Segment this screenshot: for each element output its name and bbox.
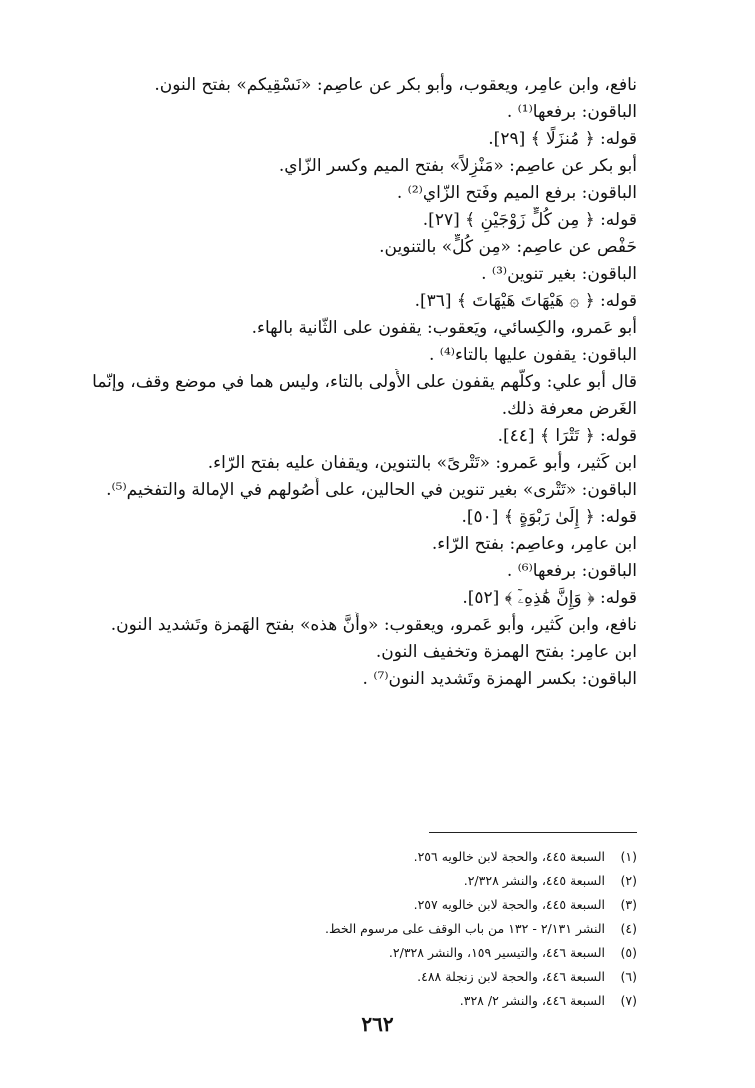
footnote-text: السبعة ٤٤٥، والحجة لابن خالويه ٢٥٦. <box>413 849 605 864</box>
text-line: نافع، وابن كَثير، وأبو عَمرو، ويعقوب: «وأَنَّ هذه» بفتح الهَمزة وتَشديد النون. <box>110 615 637 635</box>
text-line: قوله: ﴿ ۞ هَيْهَاتَ هَيْهَاتَ ﴾ [٣٦]. <box>414 291 637 311</box>
footnote-number: (٣) <box>620 897 637 912</box>
footnote-item <box>77 941 637 965</box>
text-line: قوله: ﴿ مِن كُلٍّ زَوْجَيْنِ ﴾ [٢٧]. <box>422 210 637 230</box>
text-line: قوله: ﴿ وَإِنَّ هَٰذِهِۦٓ ﴾ [٥٢]. <box>462 588 637 608</box>
footnote-text: السبعة ٤٤٥، والحجة لابن خالويه ٢٥٧. <box>413 897 605 912</box>
text-line: نافع، وابن عامِر، ويعقوب، وأبو بكر عن عاصِم: «نَسْقِيكم» بفتح النون. <box>154 75 637 95</box>
footnotes-list <box>77 845 637 1013</box>
footnote-item <box>77 989 637 1013</box>
main-text-block <box>41 72 637 693</box>
text-line: الباقون: بكسر الهمزة وتَشديد النون⁽⁷⁾ . <box>362 669 637 689</box>
footnote-number: (٧) <box>620 993 637 1008</box>
footnote-item <box>77 917 637 941</box>
text-line: الباقون: يقفون عليها بالتاء⁽⁴⁾ . <box>428 345 637 365</box>
footnote-text: السبعة ٤٤٦، والنشر ٢/ ٣٢٨. <box>459 993 605 1008</box>
text-line: قال أبو علي: وكلُّهم يقفون على الأُولى بالتاء، وليس هما في موضع وقف، وإنّما الغَرض معرفة ذلك. <box>92 372 637 419</box>
footnote-number: (١) <box>620 849 637 864</box>
page-number: ٢٦٢ <box>361 1012 394 1036</box>
footnote-item <box>77 845 637 869</box>
text-line: أبو عَمرو، والكِسائي، ويَعقوب: يقفون على الثّانية بالهاء. <box>251 318 637 338</box>
footnote-item <box>77 965 637 989</box>
text-line: قوله: ﴿ تَتْرَا ﴾ [٤٤]. <box>497 426 637 446</box>
text-line: ابن عامِر، وعاصِم: بفتح الرّاء. <box>431 534 637 554</box>
footnote-divider <box>429 832 637 833</box>
text-line: الباقون: «تَتْرى» بغير تنوين في الحالين، على أُصُولهم في الإمالة والتفخيم⁽⁵⁾. <box>106 480 637 500</box>
footnote-number: (٢) <box>620 873 637 888</box>
footnote-text: النشر ٢/١٣١ - ١٣٢ من باب الوقف على مرسوم الخط. <box>324 921 605 936</box>
text-line: الباقون: بغير تنوين⁽³⁾ . <box>481 264 637 284</box>
text-line: ابن عامِر: بفتح الهمزة وتخفيف النون. <box>375 642 637 662</box>
footnote-text: السبعة ٤٤٦، والتيسير ١٥٩، والنشر ٢/٣٢٨. <box>388 945 605 960</box>
footnote-number: (٦) <box>620 969 637 984</box>
text-line: الباقون: برفعها⁽¹⁾ . <box>506 102 637 122</box>
text-line: ابن كَثير، وأبو عَمرو: «تَتْرىً» بالتنوين، ويقفان عليه بفتح الرّاء. <box>207 453 637 473</box>
footnote-item <box>77 869 637 893</box>
footnote-text: السبعة ٤٤٥، والنشر ٢/٣٢٨. <box>463 873 605 888</box>
footnote-number: (٥) <box>620 945 637 960</box>
text-line: الباقون: برفعها⁽⁶⁾ . <box>506 561 637 581</box>
text-line: أبو بكر عن عاصِم: «مَنْزِلاً» بفتح الميم وكسر الزّاي. <box>278 156 637 176</box>
text-line: حَفْص عن عاصِم: «مِن كُلٍّ» بالتنوين. <box>379 237 637 257</box>
footnote-text: السبعة ٤٤٦، والحجة لابن زنجلة ٤٨٨. <box>417 969 605 984</box>
footnote-item <box>77 893 637 917</box>
footnote-number: (٤) <box>620 921 637 936</box>
text-line: قوله: ﴿ مُنزَلًا ﴾ [٢٩]. <box>488 129 637 149</box>
text-line: قوله: ﴿ إِلَىٰ رَبْوَةٍ ﴾ [٥٠]. <box>461 507 637 527</box>
text-line: الباقون: برفع الميم وفَتح الزّاي⁽²⁾ . <box>396 183 637 203</box>
